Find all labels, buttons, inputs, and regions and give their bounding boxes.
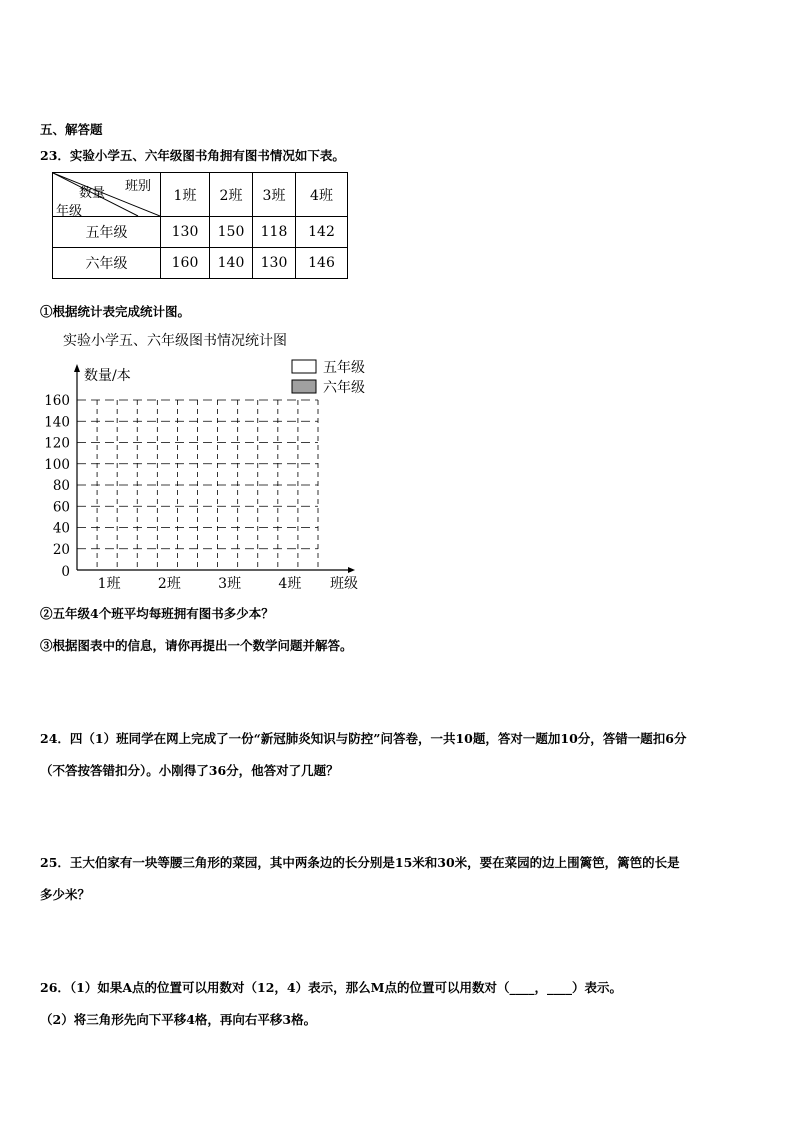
q25-line1: 25．王大伯家有一块等腰三角形的菜园，其中两条边的长分别是15米和30米，要在菜园的边上围篱笆，篱笆的长是 [40,855,680,870]
x-category-label: 3班 [218,576,242,592]
legend-swatch [292,380,316,393]
x-axis-label: 班级 [330,576,358,592]
y-tick-label: 80 [52,478,70,494]
y-tick-label: 0 [61,564,70,580]
table-corner-cell [53,173,161,217]
stats-table [52,172,348,279]
y-tick-label: 100 [44,456,70,473]
table-cell: 140 [210,248,253,279]
q23-stem: 23．实验小学五、六年级图书角拥有图书情况如下表。 [40,148,345,163]
q23-sub2: ②五年级4个班平均每班拥有图书多少本？ [40,606,274,621]
table-header-4: 4班 [296,173,348,217]
table-cell: 130 [253,248,296,279]
q24-line1: 24．四（1）班同学在网上完成了一份“新冠肺炎知识与防控”问答卷，一共10题，答对一题加10分，答错一题扣6分 [40,731,687,746]
row-label: 六年级 [53,248,161,279]
table-header-2: 2班 [210,173,253,217]
y-tick-label: 120 [44,435,70,452]
q26-line2: （2）将三角形先向下平移4格，再向右平移3格。 [40,1012,317,1027]
legend-swatch [292,360,316,373]
q26-line1: 26．（1）如果A点的位置可以用数对（12，4）表示，那么M点的位置可以用数对（____，____）表示。 [40,980,622,995]
table-row [53,217,348,248]
corner-col-label: 班别 [125,179,152,194]
section-title: 五、解答题 [40,122,103,137]
x-category-label: 2班 [157,576,181,592]
table-header-1: 1班 [161,173,210,217]
y-tick-label: 40 [52,520,70,537]
bar-chart [40,330,440,595]
y-tick-label: 160 [44,393,70,409]
y-tick-label: 20 [52,541,70,558]
table-cell: 150 [210,217,253,248]
y-axis-label: 数量/本 [84,368,131,384]
corner-mid-label: 数量 [79,186,106,201]
legend-label: 五年级 [323,360,365,376]
table-cell: 146 [296,248,348,279]
table-cell: 160 [161,248,210,279]
q24-line2: （不答按答错扣分）。小刚得了36分，他答对了几题？ [40,763,339,778]
table-row [53,248,348,279]
table-header-3: 3班 [253,173,296,217]
x-axis-arrow [348,567,355,573]
q23-sub3: ③根据图表中的信息，请你再提出一个数学问题并解答。 [40,638,353,653]
q25-line2: 多少米？ [40,887,91,902]
row-label: 五年级 [53,217,161,248]
y-axis-arrow [74,364,80,372]
table-cell: 118 [253,217,296,248]
chart-title: 实验小学五、六年级图书情况统计图 [63,333,287,349]
q23-sub1: ①根据统计表完成统计图。 [40,304,191,319]
x-category-label: 1班 [97,576,121,592]
table-cell: 130 [161,217,210,248]
legend-label: 六年级 [323,380,365,396]
x-category-label: 4班 [278,576,302,592]
corner-row-label: 年级 [56,204,83,219]
y-tick-label: 60 [52,499,70,516]
y-tick-label: 140 [44,414,70,431]
table-cell: 142 [296,217,348,248]
